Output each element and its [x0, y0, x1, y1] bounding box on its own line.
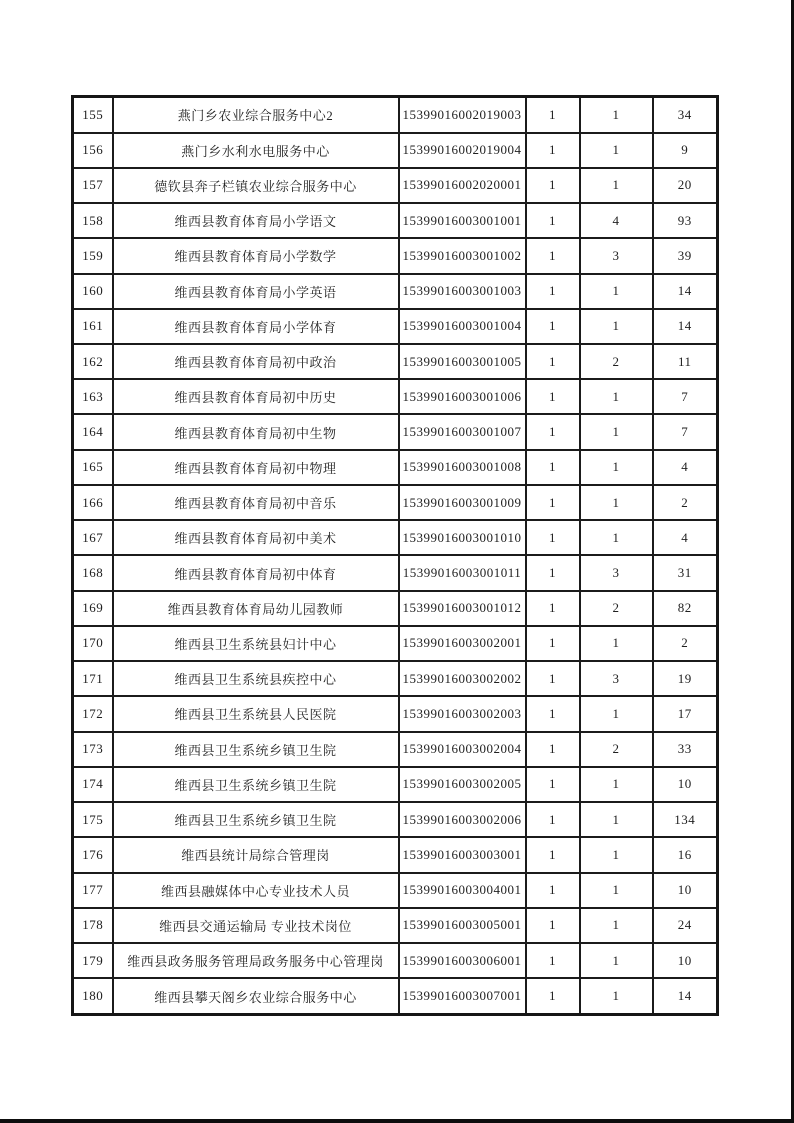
cell-col4: 1: [526, 203, 580, 238]
cell-col4: 1: [526, 696, 580, 731]
cell-name: 德钦县奔子栏镇农业综合服务中心: [113, 168, 399, 203]
cell-code: 15399016003007001: [399, 978, 526, 1014]
cell-name: 维西县统计局综合管理岗: [113, 837, 399, 872]
cell-col4: 1: [526, 379, 580, 414]
cell-col5: 1: [580, 168, 653, 203]
cell-code: 15399016003001007: [399, 414, 526, 449]
cell-name: 维西县卫生系统县人民医院: [113, 696, 399, 731]
cell-col4: 1: [526, 168, 580, 203]
cell-col4: 1: [526, 978, 580, 1014]
cell-no: 161: [73, 309, 113, 344]
cell-name: 燕门乡农业综合服务中心2: [113, 97, 399, 133]
cell-col5: 1: [580, 133, 653, 168]
cell-code: 15399016003006001: [399, 943, 526, 978]
cell-col6: 16: [653, 837, 718, 872]
cell-col4: 1: [526, 626, 580, 661]
cell-col6: 9: [653, 133, 718, 168]
cell-no: 166: [73, 485, 113, 520]
cell-col6: 2: [653, 626, 718, 661]
cell-col5: 1: [580, 767, 653, 802]
cell-no: 167: [73, 520, 113, 555]
table-row: [73, 485, 718, 520]
cell-col6: 14: [653, 274, 718, 309]
cell-code: 15399016003002004: [399, 732, 526, 767]
table-row: [73, 274, 718, 309]
cell-no: 156: [73, 133, 113, 168]
cell-col4: 1: [526, 414, 580, 449]
cell-code: 15399016003004001: [399, 873, 526, 908]
cell-col6: 10: [653, 873, 718, 908]
cell-col6: 19: [653, 661, 718, 696]
cell-name: 维西县教育体育局小学体育: [113, 309, 399, 344]
cell-col4: 1: [526, 802, 580, 837]
cell-col4: 1: [526, 485, 580, 520]
cell-col4: 1: [526, 908, 580, 943]
cell-name: 燕门乡水利水电服务中心: [113, 133, 399, 168]
cell-col5: 1: [580, 873, 653, 908]
table-row: [73, 555, 718, 590]
cell-name: 维西县政务服务管理局政务服务中心管理岗: [113, 943, 399, 978]
cell-col4: 1: [526, 555, 580, 590]
cell-col6: 134: [653, 802, 718, 837]
table-row: [73, 626, 718, 661]
cell-col4: 1: [526, 767, 580, 802]
table-row: [73, 203, 718, 238]
cell-col4: 1: [526, 943, 580, 978]
cell-col6: 10: [653, 943, 718, 978]
cell-name: 维西县教育体育局初中体育: [113, 555, 399, 590]
cell-col5: 1: [580, 485, 653, 520]
cell-col5: 1: [580, 450, 653, 485]
table-row: [73, 379, 718, 414]
cell-code: 15399016003001008: [399, 450, 526, 485]
cell-no: 180: [73, 978, 113, 1014]
cell-name: 维西县教育体育局小学数学: [113, 238, 399, 273]
cell-col6: 34: [653, 97, 718, 133]
cell-code: 15399016003001004: [399, 309, 526, 344]
cell-no: 174: [73, 767, 113, 802]
cell-code: 15399016003002003: [399, 696, 526, 731]
cell-col5: 4: [580, 203, 653, 238]
cell-col6: 14: [653, 978, 718, 1014]
cell-col4: 1: [526, 732, 580, 767]
cell-no: 179: [73, 943, 113, 978]
cell-code: 15399016003001010: [399, 520, 526, 555]
cell-col4: 1: [526, 591, 580, 626]
cell-col4: 1: [526, 309, 580, 344]
table-row: [73, 908, 718, 943]
cell-name: 维西县教育体育局小学语文: [113, 203, 399, 238]
cell-no: 164: [73, 414, 113, 449]
table-row: [73, 414, 718, 449]
cell-code: 15399016003002005: [399, 767, 526, 802]
cell-code: 15399016003001006: [399, 379, 526, 414]
cell-col5: 1: [580, 696, 653, 731]
cell-col4: 1: [526, 274, 580, 309]
cell-no: 169: [73, 591, 113, 626]
table-row: [73, 344, 718, 379]
table-row: [73, 168, 718, 203]
cell-col6: 4: [653, 520, 718, 555]
cell-name: 维西县教育体育局初中生物: [113, 414, 399, 449]
cell-col4: 1: [526, 520, 580, 555]
table-row: [73, 591, 718, 626]
cell-no: 172: [73, 696, 113, 731]
cell-name: 维西县教育体育局初中物理: [113, 450, 399, 485]
cell-name: 维西县卫生系统县妇计中心: [113, 626, 399, 661]
cell-col4: 1: [526, 837, 580, 872]
cell-col6: 24: [653, 908, 718, 943]
cell-name: 维西县教育体育局幼儿园教师: [113, 591, 399, 626]
table-row: [73, 943, 718, 978]
cell-no: 157: [73, 168, 113, 203]
cell-col4: 1: [526, 450, 580, 485]
cell-col5: 1: [580, 414, 653, 449]
cell-no: 163: [73, 379, 113, 414]
cell-no: 155: [73, 97, 113, 133]
cell-col6: 2: [653, 485, 718, 520]
cell-col5: 1: [580, 520, 653, 555]
table-row: [73, 97, 718, 133]
cell-col6: 4: [653, 450, 718, 485]
cell-name: 维西县教育体育局初中美术: [113, 520, 399, 555]
table-row: [73, 520, 718, 555]
cell-col6: 93: [653, 203, 718, 238]
table-row: [73, 732, 718, 767]
cell-col4: 1: [526, 97, 580, 133]
cell-col5: 2: [580, 732, 653, 767]
cell-col5: 2: [580, 344, 653, 379]
cell-no: 176: [73, 837, 113, 872]
cell-col5: 1: [580, 802, 653, 837]
cell-col6: 82: [653, 591, 718, 626]
cell-col5: 1: [580, 274, 653, 309]
cell-name: 维西县教育体育局小学英语: [113, 274, 399, 309]
table-row: [73, 309, 718, 344]
position-table: [71, 95, 719, 1016]
cell-col6: 39: [653, 238, 718, 273]
cell-name: 维西县融媒体中心专业技术人员: [113, 873, 399, 908]
cell-code: 15399016003001005: [399, 344, 526, 379]
cell-col5: 1: [580, 626, 653, 661]
cell-col6: 11: [653, 344, 718, 379]
cell-code: 15399016002019004: [399, 133, 526, 168]
table-row: [73, 661, 718, 696]
cell-no: 165: [73, 450, 113, 485]
cell-code: 15399016003001012: [399, 591, 526, 626]
cell-no: 177: [73, 873, 113, 908]
cell-code: 15399016003001003: [399, 274, 526, 309]
cell-code: 15399016003001001: [399, 203, 526, 238]
cell-col4: 1: [526, 133, 580, 168]
cell-no: 178: [73, 908, 113, 943]
cell-no: 158: [73, 203, 113, 238]
cell-name: 维西县攀天阁乡农业综合服务中心: [113, 978, 399, 1014]
cell-name: 维西县卫生系统乡镇卫生院: [113, 732, 399, 767]
cell-name: 维西县卫生系统县疾控中心: [113, 661, 399, 696]
table-row: [73, 450, 718, 485]
cell-col5: 1: [580, 379, 653, 414]
cell-code: 15399016003001011: [399, 555, 526, 590]
cell-col6: 7: [653, 379, 718, 414]
cell-col4: 1: [526, 238, 580, 273]
cell-no: 160: [73, 274, 113, 309]
table-row: [73, 133, 718, 168]
cell-col5: 1: [580, 943, 653, 978]
table-row: [73, 837, 718, 872]
cell-col5: 3: [580, 661, 653, 696]
cell-no: 171: [73, 661, 113, 696]
table-row: [73, 978, 718, 1014]
cell-col6: 10: [653, 767, 718, 802]
cell-no: 162: [73, 344, 113, 379]
cell-no: 168: [73, 555, 113, 590]
cell-no: 173: [73, 732, 113, 767]
cell-name: 维西县卫生系统乡镇卫生院: [113, 767, 399, 802]
cell-name: 维西县教育体育局初中音乐: [113, 485, 399, 520]
cell-col5: 1: [580, 309, 653, 344]
cell-col5: 3: [580, 555, 653, 590]
cell-col5: 3: [580, 238, 653, 273]
cell-col5: 1: [580, 837, 653, 872]
cell-col6: 14: [653, 309, 718, 344]
table-row: [73, 238, 718, 273]
cell-col5: 1: [580, 908, 653, 943]
cell-name: 维西县教育体育局初中政治: [113, 344, 399, 379]
cell-code: 15399016002020001: [399, 168, 526, 203]
cell-code: 15399016003005001: [399, 908, 526, 943]
cell-col5: 1: [580, 978, 653, 1014]
cell-col6: 31: [653, 555, 718, 590]
table-row: [73, 873, 718, 908]
table-body: [73, 97, 718, 1015]
cell-code: 15399016003001002: [399, 238, 526, 273]
cell-col6: 17: [653, 696, 718, 731]
table-row: [73, 767, 718, 802]
cell-col6: 7: [653, 414, 718, 449]
cell-col6: 33: [653, 732, 718, 767]
cell-col5: 2: [580, 591, 653, 626]
cell-no: 159: [73, 238, 113, 273]
cell-name: 维西县教育体育局初中历史: [113, 379, 399, 414]
cell-name: 维西县交通运输局 专业技术岗位: [113, 908, 399, 943]
cell-col4: 1: [526, 344, 580, 379]
cell-code: 15399016003002006: [399, 802, 526, 837]
scan-edge-bottom: [0, 1119, 794, 1123]
cell-col5: 1: [580, 97, 653, 133]
cell-code: 15399016003001009: [399, 485, 526, 520]
cell-col4: 1: [526, 661, 580, 696]
table-row: [73, 696, 718, 731]
cell-col6: 20: [653, 168, 718, 203]
cell-name: 维西县卫生系统乡镇卫生院: [113, 802, 399, 837]
cell-code: 15399016003002002: [399, 661, 526, 696]
cell-code: 15399016003002001: [399, 626, 526, 661]
cell-code: 15399016003003001: [399, 837, 526, 872]
cell-col4: 1: [526, 873, 580, 908]
cell-no: 170: [73, 626, 113, 661]
cell-no: 175: [73, 802, 113, 837]
table-row: [73, 802, 718, 837]
cell-code: 15399016002019003: [399, 97, 526, 133]
